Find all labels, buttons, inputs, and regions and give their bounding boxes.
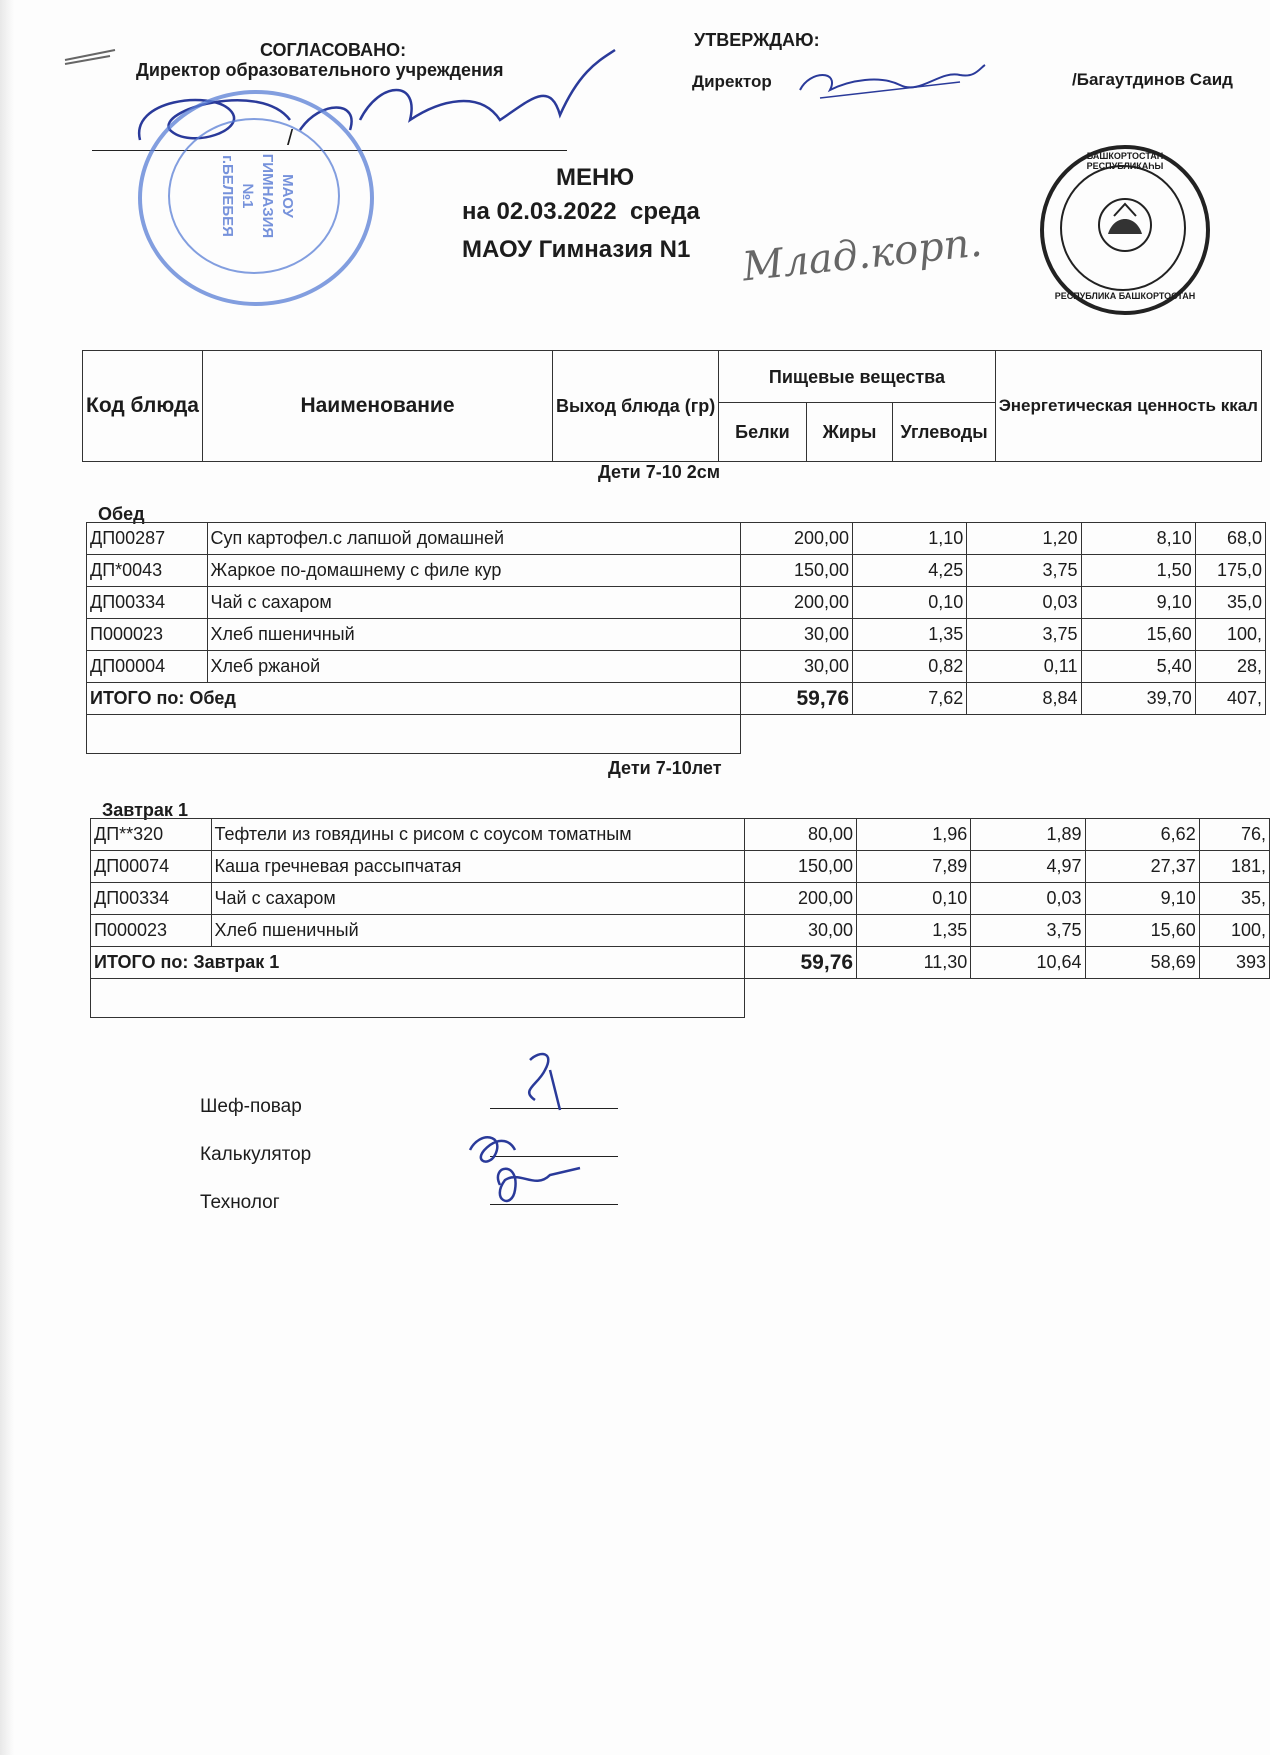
total-protein: 7,62 xyxy=(853,683,967,715)
cell-energy: 28, xyxy=(1195,651,1265,683)
cell-energy: 181, xyxy=(1199,851,1269,883)
cell-fat: 4,97 xyxy=(971,851,1085,883)
cell-output: 200,00 xyxy=(744,883,856,915)
section-table-1 xyxy=(86,522,1266,754)
cell-protein: 1,35 xyxy=(857,915,971,947)
total-row xyxy=(87,683,1266,715)
cell-carbs: 27,37 xyxy=(1085,851,1199,883)
total-label: ИТОГО по: Завтрак 1 xyxy=(91,947,745,979)
cell-output: 150,00 xyxy=(740,555,852,587)
meal-label-2: Завтрак 1 xyxy=(102,800,188,820)
cell-carbs: 5,40 xyxy=(1081,651,1195,683)
signature-calculator-label: Калькулятор xyxy=(200,1144,312,1165)
cell-fat: 3,75 xyxy=(971,915,1085,947)
total-carbs: 58,69 xyxy=(1085,947,1199,979)
header-protein: Белки xyxy=(719,403,806,462)
republic-stamp-text-top: БАШКОРТОСТАН РЕСПУБЛИКАҺЫ xyxy=(1086,151,1164,171)
menu-school: МАОУ Гимназия N1 xyxy=(462,236,691,263)
handwritten-note: Млад.корп. xyxy=(740,219,985,291)
cell-name: Чай с сахаром xyxy=(207,587,740,619)
approval-right-name: /Багаутдинов Саид xyxy=(1072,70,1233,89)
table-row xyxy=(87,651,1266,683)
cell-protein: 1,35 xyxy=(853,619,967,651)
cell-code: ДП*0043 xyxy=(87,555,208,587)
cell-code: ДП00004 xyxy=(87,651,208,683)
director-signature-right xyxy=(790,60,990,110)
approval-left-title: СОГЛАСОВАНО: xyxy=(260,40,407,60)
header-code: Код блюда xyxy=(83,351,203,462)
section-2-rows xyxy=(91,819,1270,1018)
cell-code: ДП00334 xyxy=(87,587,208,619)
total-output: 59,76 xyxy=(740,683,852,715)
cell-energy: 175,0 xyxy=(1195,555,1265,587)
cell-fat: 0,03 xyxy=(971,883,1085,915)
table-row xyxy=(91,819,1270,851)
table-row xyxy=(91,915,1270,947)
cell-code: ДП00287 xyxy=(87,523,208,555)
cell-protein: 1,96 xyxy=(857,819,971,851)
scan-shadow-left xyxy=(0,0,14,1755)
total-output: 59,76 xyxy=(744,947,856,979)
header-output: Выход блюда (гр) xyxy=(553,351,719,462)
total-energy: 393 xyxy=(1199,947,1269,979)
menu-title: МЕНЮ xyxy=(556,164,635,191)
school-stamp-text: МАОУ ГИМНАЗИЯ №1 г.БЕЛЕБЕЯ xyxy=(219,153,296,239)
cell-output: 30,00 xyxy=(744,915,856,947)
group-label-2: Дети 7-10лет xyxy=(608,758,722,778)
cell-protein: 0,10 xyxy=(857,883,971,915)
cell-output: 30,00 xyxy=(740,651,852,683)
cell-carbs: 9,10 xyxy=(1081,587,1195,619)
total-fat: 8,84 xyxy=(967,683,1081,715)
header-fat: Жиры xyxy=(806,403,893,462)
cell-name: Хлеб пшеничный xyxy=(211,915,744,947)
total-energy: 407, xyxy=(1195,683,1265,715)
approval-right-role: Директор xyxy=(692,72,772,91)
cell-carbs: 9,10 xyxy=(1085,883,1199,915)
cell-name: Хлеб ржаной xyxy=(207,651,740,683)
cell-code: ДП00074 xyxy=(91,851,212,883)
table-row xyxy=(87,555,1266,587)
group-label-1: Дети 7-10 2см xyxy=(598,462,721,482)
cell-code: П000023 xyxy=(87,619,208,651)
signature-chef-label: Шеф-повар xyxy=(200,1096,302,1117)
cell-protein: 1,10 xyxy=(853,523,967,555)
cell-fat: 3,75 xyxy=(967,619,1081,651)
menu-date: на 02.03.2022 среда xyxy=(462,198,700,225)
republic-stamp-text-bottom: РЕСПУБЛИКА БАШКОРТОСТАН xyxy=(1054,291,1196,301)
cell-fat: 1,89 xyxy=(971,819,1085,851)
header-carbs: Углеводы xyxy=(893,403,995,462)
cell-name: Каша гречневая рассыпчатая xyxy=(211,851,744,883)
staff-signatures xyxy=(460,1040,640,1220)
cell-protein: 0,82 xyxy=(853,651,967,683)
signature-technologist-label: Технолог xyxy=(200,1192,280,1213)
school-stamp xyxy=(138,90,374,306)
cell-name: Чай с сахаром xyxy=(211,883,744,915)
approval-left-role: Директор образовательного учреждения xyxy=(136,60,504,80)
table-row xyxy=(87,523,1266,555)
cell-carbs: 15,60 xyxy=(1081,619,1195,651)
total-label: ИТОГО по: Обед xyxy=(87,683,741,715)
cell-name: Тефтели из говядины с рисом с соусом томатным xyxy=(211,819,744,851)
table-header-row xyxy=(83,351,1262,403)
cell-energy: 100, xyxy=(1195,619,1265,651)
cell-code: ДП00334 xyxy=(91,883,212,915)
approval-left-slash: / xyxy=(287,125,294,150)
header-energy: Энергетическая ценность ккал xyxy=(995,351,1261,462)
cell-protein: 4,25 xyxy=(853,555,967,587)
table-row xyxy=(91,883,1270,915)
cell-energy: 100, xyxy=(1199,915,1269,947)
republic-stamp xyxy=(1040,145,1210,315)
cell-name: Суп картофел.с лапшой домашней xyxy=(207,523,740,555)
total-carbs: 39,70 xyxy=(1081,683,1195,715)
header-name: Наименование xyxy=(203,351,553,462)
section-1-rows xyxy=(87,523,1266,754)
approval-right-title: УТВЕРЖДАЮ: xyxy=(694,30,820,50)
cell-code: ДП**320 xyxy=(91,819,212,851)
total-row xyxy=(91,947,1270,979)
cell-name: Хлеб пшеничный xyxy=(207,619,740,651)
cell-energy: 76, xyxy=(1199,819,1269,851)
cell-carbs: 8,10 xyxy=(1081,523,1195,555)
cell-output: 150,00 xyxy=(744,851,856,883)
table-row xyxy=(91,851,1270,883)
republic-emblem-icon xyxy=(1094,194,1156,256)
total-fat: 10,64 xyxy=(971,947,1085,979)
cell-fat: 0,11 xyxy=(967,651,1081,683)
empty-row xyxy=(91,979,1270,1018)
cell-protein: 0,10 xyxy=(853,587,967,619)
section-table-2 xyxy=(90,818,1270,1018)
cell-output: 200,00 xyxy=(740,587,852,619)
cell-carbs: 1,50 xyxy=(1081,555,1195,587)
cell-protein: 7,89 xyxy=(857,851,971,883)
header-nutrients: Пищевые вещества xyxy=(719,351,995,403)
cell-output: 200,00 xyxy=(740,523,852,555)
cell-energy: 68,0 xyxy=(1195,523,1265,555)
total-protein: 11,30 xyxy=(857,947,971,979)
cell-carbs: 6,62 xyxy=(1085,819,1199,851)
menu-table xyxy=(82,350,1262,462)
empty-row xyxy=(87,715,1266,754)
cell-energy: 35, xyxy=(1199,883,1269,915)
meal-label-1: Обед xyxy=(98,504,145,524)
cell-fat: 1,20 xyxy=(967,523,1081,555)
cell-output: 30,00 xyxy=(740,619,852,651)
cell-carbs: 15,60 xyxy=(1085,915,1199,947)
cell-fat: 3,75 xyxy=(967,555,1081,587)
table-row xyxy=(87,619,1266,651)
cell-energy: 35,0 xyxy=(1195,587,1265,619)
table-row xyxy=(87,587,1266,619)
cell-code: П000023 xyxy=(91,915,212,947)
cell-output: 80,00 xyxy=(744,819,856,851)
cell-name: Жаркое по-домашнему с филе кур xyxy=(207,555,740,587)
cell-fat: 0,03 xyxy=(967,587,1081,619)
